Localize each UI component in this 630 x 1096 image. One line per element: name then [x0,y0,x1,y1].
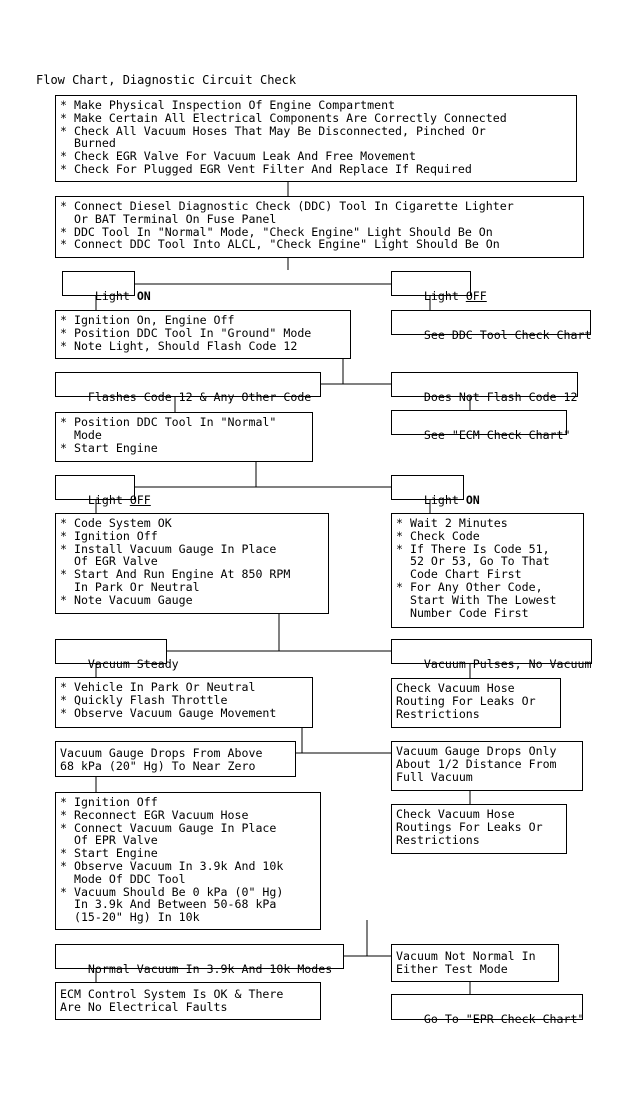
box-line: Mode Of DDC Tool [60,871,186,886]
box-line: Restrictions [396,832,480,847]
box-line: About 1/2 Distance From [396,756,557,771]
box-line: * Check Code [396,528,480,543]
vacuum-steady-text: Vacuum Steady [87,656,179,671]
box-line: * For Any Other Code, [396,579,543,594]
see-ddc-chart-text: See DDC Tool Check Chart [423,327,592,342]
box-line: In 3.9k And Between 50-68 kPa [60,897,277,912]
vehicle-park-box [55,677,313,728]
not-flash-code-12-box [391,372,578,404]
ecm-ok-box [55,982,321,1020]
wait-2-minutes-box [391,513,584,628]
box-line: Vacuum Not Normal In [396,949,536,963]
box-line: * Ignition Off [60,795,158,809]
box-line: Routing For Leaks Or [396,693,536,708]
light-state-off: OFF [129,492,151,507]
box-line: * Position DDC Tool In "Ground" Mode [60,325,312,340]
see-ddc-chart-box [391,310,592,342]
box-line: Vacuum Gauge Drops Only [396,744,557,758]
vacuum-pulses-box [391,639,592,671]
box-line: Full Vacuum [396,769,473,784]
box-line: Code Chart First [396,567,522,582]
box-line: * Ignition On, Engine Off [60,313,235,327]
inspection-box [55,95,577,182]
box-line: * Connect DDC Tool Into ALCL, "Check Engine" Light Should Be On [60,237,500,252]
light-prefix: Light [87,492,130,507]
box-line: (15-20" Hg) In 10k [60,910,200,925]
chart-title: Flow Chart, Diagnostic Circuit Check [36,73,297,87]
box-line: * Vehicle In Park Or Neutral [60,680,256,694]
box-line: Mode [60,427,102,442]
gauge-drops-half-box [391,741,583,791]
box-line: * Note Light, Should Flash Code 12 [60,338,298,353]
box-line: * Position DDC Tool In "Normal" [60,415,277,429]
vacuum-steady-box [55,639,179,671]
vacuum-pulses-text: Vacuum Pulses, No Vacuum [423,656,592,671]
box-line: Routings For Leaks Or [396,819,543,834]
box-line: * Reconnect EGR Vacuum Hose [60,807,249,822]
box-line: * Observe Vacuum Gauge Movement [60,705,277,720]
box-line: * Check All Vacuum Hoses That May Be Disconnected, Pinched Or [60,123,486,138]
see-ecm-chart-text: See "ECM Check Chart" [423,427,571,442]
check-hose-box-2 [391,804,567,854]
box-line: Check Vacuum Hose [396,681,515,695]
light-prefix: Light [423,288,466,303]
box-line: Number Code First [396,605,529,620]
flashes-code-12-box [55,372,321,404]
code-system-ok-box [55,513,329,614]
box-line: * Start Engine [60,846,158,861]
not-normal-vacuum-box [391,944,559,982]
box-line: Vacuum Gauge Drops From Above [60,746,263,760]
box-line: Restrictions [396,706,480,721]
box-line: * Ignition Off [60,528,158,543]
box-line: * Connect Vacuum Gauge In Place [60,820,277,835]
normal-vacuum-text: Normal Vacuum In 3.9k And 10k Modes [87,961,333,976]
box-line: * Make Certain All Electrical Components Are Correctly Connected [60,110,507,125]
light-state-on: ON [465,492,480,507]
box-line: * Connect Diesel Diagnostic Check (DDC) Tool In Cigarette Lighter [60,199,514,213]
box-line: Burned [60,136,116,151]
box-line: * Note Vacuum Gauge [60,592,193,607]
box-line: Check Vacuum Hose [396,807,515,821]
connect-ddc-box [55,196,584,258]
box-line: * Install Vacuum Gauge In Place [60,541,277,556]
box-line: Of EPR Valve [60,833,158,848]
see-ecm-chart-box [391,410,571,442]
ignition-on-box [55,310,351,359]
position-normal-box [55,412,313,462]
box-line: Of EGR Valve [60,554,158,569]
box-line: * Quickly Flash Throttle [60,692,228,707]
box-line: 68 kPa (20" Hg) To Near Zero [60,758,256,773]
light-off-box-2 [55,475,151,507]
box-line: * Check EGR Valve For Vacuum Leak And Free Movement [60,149,416,164]
box-line: ECM Control System Is OK & There [60,987,284,1001]
go-to-epr-text: Go To "EPR Check Chart" [423,1011,585,1026]
normal-vacuum-box [55,944,344,976]
light-state-on: ON [136,288,151,303]
box-line: * DDC Tool In "Normal" Mode, "Check Engine" Light Should Be On [60,224,493,239]
box-line: Start With The Lowest [396,592,557,607]
box-line: * Code System OK [60,516,172,530]
box-line: * Observe Vacuum In 3.9k And 10k [60,858,284,873]
box-line: * Start And Run Engine At 850 RPM [60,567,291,582]
ignition-off-steps-box [55,792,321,930]
box-line: Either Test Mode [396,961,508,976]
box-line: 52 Or 53, Go To That [396,554,550,569]
box-line: In Park Or Neutral [60,579,200,594]
not-flash-code-12-text: Does Not Flash Code 12 [423,389,578,404]
box-line: * If There Is Code 51, [396,541,550,556]
box-line: * Vacuum Should Be 0 kPa (0" Hg) [60,884,284,899]
light-off-box [391,271,487,303]
box-line: * Make Physical Inspection Of Engine Compartment [60,98,396,112]
go-to-epr-box [391,994,585,1026]
light-prefix: Light [423,492,466,507]
box-line: * Wait 2 Minutes [396,516,508,530]
box-line: * Start Engine [60,440,158,455]
gauge-drops-zero-box [55,741,296,777]
light-state-off: OFF [465,288,487,303]
light-on-box-2 [391,475,480,507]
check-hose-box-1 [391,678,561,728]
box-line: Or BAT Terminal On Fuse Panel [60,211,277,226]
light-on-box [62,271,151,303]
box-line: Are No Electrical Faults [60,999,228,1014]
flashes-code-12-text: Flashes Code 12 & Any Other Code [87,389,312,404]
light-prefix: Light [94,288,137,303]
box-line: * Check For Plugged EGR Vent Filter And Replace If Required [60,161,472,176]
